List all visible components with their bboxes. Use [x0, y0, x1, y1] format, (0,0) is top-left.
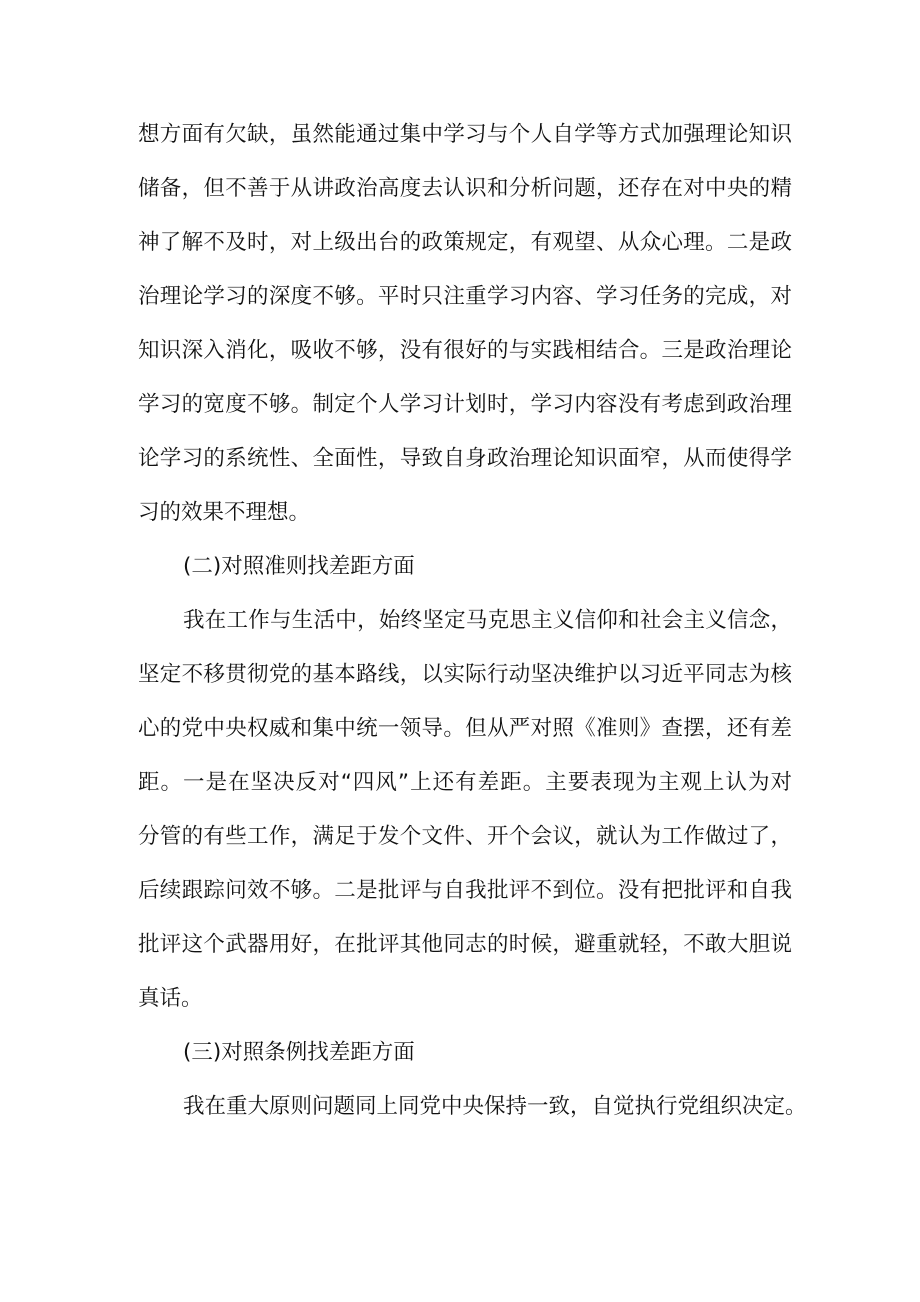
text-line: 想方面有欠缺，虽然能通过集中学习与个人自学等方式加强理论知识: [138, 122, 792, 147]
document-page: [138, 108, 807, 1134]
text-line: 批评这个武器用好，在批评其他同志的时候，避重就轻，不敢大胆说: [138, 932, 792, 957]
text-line: 真话。: [138, 986, 203, 1011]
paragraph-standards: [138, 594, 792, 1026]
text-line: 坚定不移贯彻党的基本路线，以实际行动坚决维护以习近平同志为核: [138, 662, 792, 687]
text-line: 治理论学习的深度不够。平时只注重学习内容、学习任务的完成，对: [138, 284, 792, 309]
heading-line: (二)对照准则找差距方面: [183, 554, 415, 579]
text-line: 论学习的系统性、全面性，导致自身政治理论知识面窄，从而使得学: [138, 446, 792, 471]
text-line: 距。一是在坚决反对“四风”上还有差距。主要表现为主观上认为对: [138, 770, 792, 795]
text-line: 分管的有些工作，满足于发个文件、开个会议，就认为工作做过了，: [138, 824, 792, 849]
heading-line: (三)对照条例找差距方面: [183, 1040, 415, 1065]
text-line: 习的效果不理想。: [138, 500, 311, 525]
section-heading-3: [138, 1026, 792, 1080]
text-line: 后续跟踪问效不够。二是批评与自我批评不到位。没有把批评和自我: [138, 878, 792, 903]
text-line: 知识深入消化，吸收不够，没有很好的与实践相结合。三是政治理论: [138, 338, 792, 363]
paragraph-continued: [138, 108, 792, 540]
text-line: 神了解不及时，对上级出台的政策规定，有观望、从众心理。二是政: [138, 230, 792, 255]
section-heading-2: [138, 540, 792, 594]
text-line: 我在工作与生活中，始终坚定马克思主义信仰和社会主义信念，: [183, 608, 792, 633]
text-line: 我在重大原则问题同上同党中央保持一致，自觉执行党组织决定。: [183, 1094, 807, 1119]
text-line: 储备，但不善于从讲政治高度去认识和分析问题，还存在对中央的精: [138, 176, 792, 201]
text-line: 学习的宽度不够。制定个人学习计划时，学习内容没有考虑到政治理: [138, 392, 792, 417]
paragraph-regulations: [138, 1080, 807, 1134]
text-line: 心的党中央权威和集中统一领导。但从严对照《准则》查摆，还有差: [138, 716, 792, 741]
